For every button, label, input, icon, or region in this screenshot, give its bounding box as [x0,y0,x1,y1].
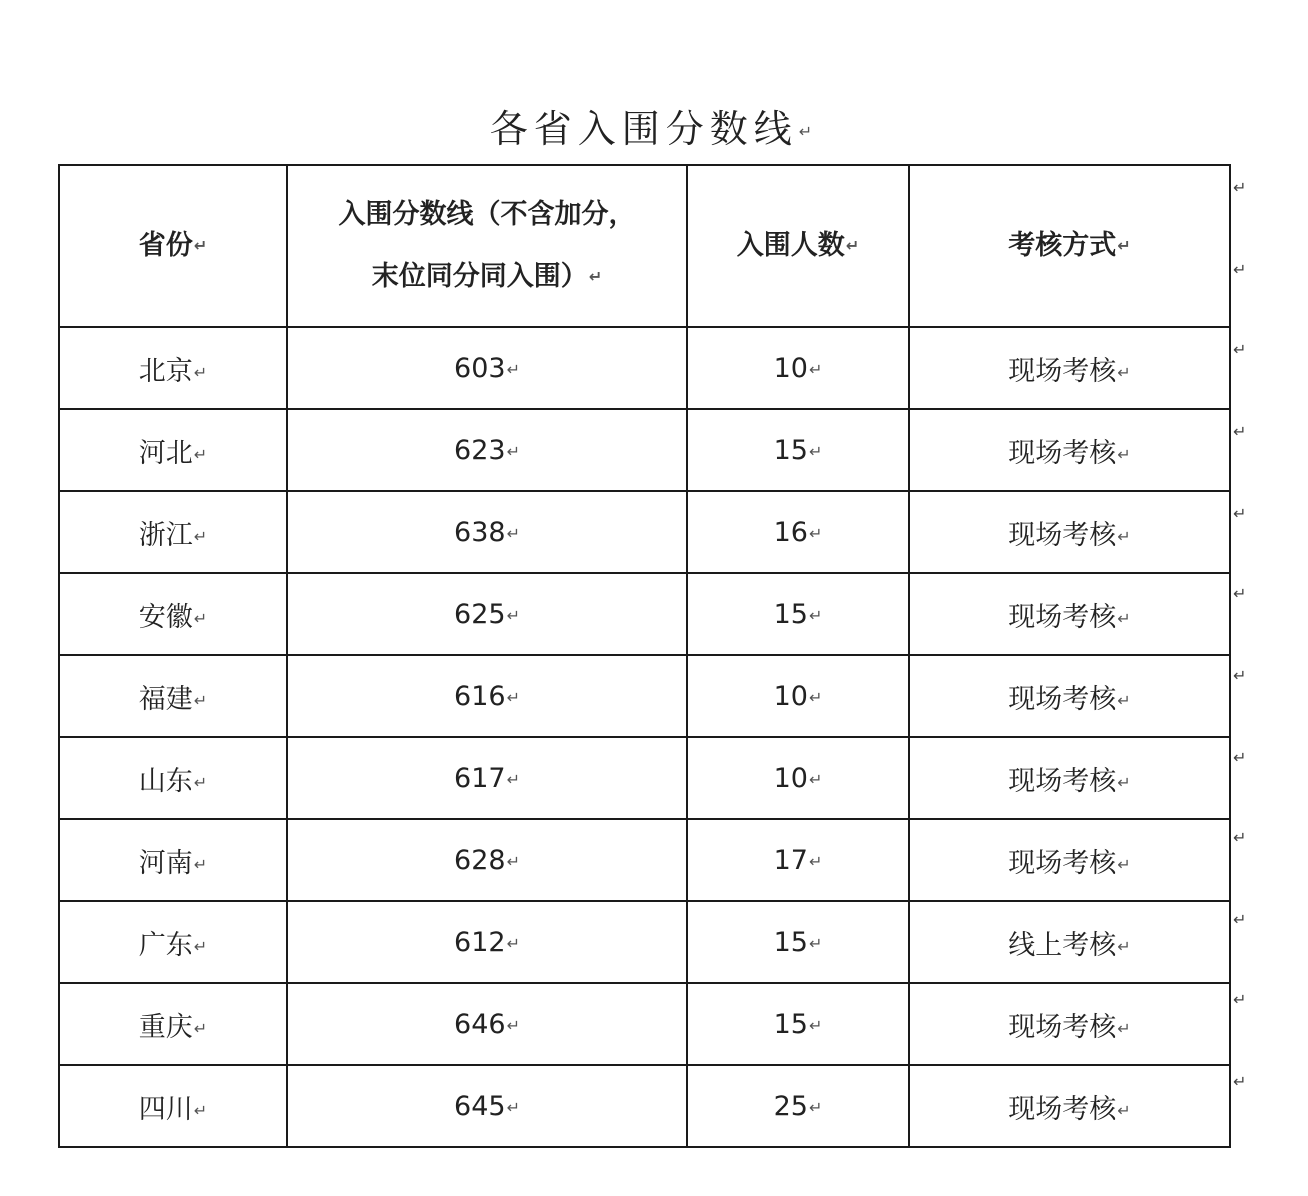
cell-province: 山东↵ [59,737,287,819]
paragraph-mark-icon: ↵ [1117,936,1131,956]
header-count: 入围人数↵ [687,165,909,327]
cell-province: 重庆↵ [59,983,287,1065]
cell-method: 现场考核↵ [909,737,1230,819]
cell-score: 638↵ [287,491,687,573]
paragraph-mark-icon: ↵ [1117,236,1131,256]
document-title [0,98,1308,153]
paragraph-mark-icon: ↵ [506,933,520,953]
table-body [59,327,1230,1147]
paragraph-mark-icon: ↵ [506,605,520,625]
paragraph-mark-icon: ↵ [193,1018,208,1038]
table-row [59,901,1230,983]
paragraph-mark-icon: ↵ [1117,1100,1131,1120]
paragraph-mark-icon: ↵ [808,769,823,789]
paragraph-mark-icon: ↵ [193,772,208,792]
row-end-mark-icon: ↵ [1233,422,1247,441]
paragraph-mark-icon: ↵ [845,236,860,256]
paragraph-mark-icon: ↵ [588,267,603,287]
cell-method: 现场考核↵ [909,327,1230,409]
cell-method: 现场考核↵ [909,983,1230,1065]
row-end-mark-icon: ↵ [1233,828,1247,847]
paragraph-mark-icon: ↵ [506,523,520,543]
cell-province: 北京↵ [59,327,287,409]
paragraph-mark-icon: ↵ [1117,1018,1131,1038]
cell-method: 现场考核↵ [909,573,1230,655]
cell-score: 645↵ [287,1065,687,1147]
table-row [59,327,1230,409]
cell-count: 16↵ [687,491,909,573]
cell-province: 四川↵ [59,1065,287,1147]
table-row [59,983,1230,1065]
paragraph-mark-icon: ↵ [506,687,520,707]
paragraph-mark-icon: ↵ [193,936,208,956]
paragraph-mark-icon: ↵ [1117,608,1131,628]
header-province: 省份↵ [59,165,287,327]
paragraph-mark-icon: ↵ [1117,444,1131,464]
cell-count: 10↵ [687,737,909,819]
cell-province: 浙江↵ [59,491,287,573]
paragraph-mark-icon: ↵ [1117,690,1131,710]
table-row [59,737,1230,819]
paragraph-mark-icon: ↵ [193,690,208,710]
row-end-mark-icon: ↵ [1233,340,1247,359]
paragraph-mark-icon: ↵ [506,441,520,461]
paragraph-mark-icon: ↵ [808,1015,823,1035]
cell-province: 福建↵ [59,655,287,737]
paragraph-mark-icon: ↵ [808,523,823,543]
cell-count: 17↵ [687,819,909,901]
cell-score: 625↵ [287,573,687,655]
row-end-mark-icon: ↵ [1233,504,1247,523]
cell-count: 10↵ [687,655,909,737]
paragraph-mark-icon: ↵ [193,526,208,546]
paragraph-mark-icon: ↵ [506,1097,520,1117]
paragraph-mark-icon: ↵ [808,359,823,379]
table-row [59,491,1230,573]
row-end-mark-icon: ↵ [1233,990,1247,1009]
table-row [59,409,1230,491]
row-end-mark-icon: ↵ [1233,1072,1247,1091]
paragraph-mark-icon: ↵ [1117,362,1131,382]
cell-score: 617↵ [287,737,687,819]
table-row [59,1065,1230,1147]
row-end-mark-icon: ↵ [1233,666,1247,685]
cell-count: 15↵ [687,983,909,1065]
paragraph-mark-icon: ↵ [193,444,208,464]
paragraph-mark-icon: ↵ [808,933,823,953]
cell-method: 现场考核↵ [909,655,1230,737]
paragraph-mark-icon: ↵ [1117,772,1131,792]
cell-score: 628↵ [287,819,687,901]
paragraph-mark-icon: ↵ [808,687,823,707]
paragraph-mark-icon: ↵ [506,851,520,871]
paragraph-mark-icon: ↵ [808,605,823,625]
row-end-mark-icon: ↵ [1233,584,1247,603]
cell-count: 15↵ [687,409,909,491]
cell-method: 线上考核↵ [909,901,1230,983]
paragraph-mark-icon: ↵ [506,359,520,379]
cell-province: 广东↵ [59,901,287,983]
paragraph-mark-icon: ↵ [808,441,823,461]
row-end-mark-icon: ↵ [1233,260,1247,279]
cell-score: 603↵ [287,327,687,409]
paragraph-mark-icon: ↵ [506,769,520,789]
cell-method: 现场考核↵ [909,1065,1230,1147]
cell-score: 646↵ [287,983,687,1065]
header-score-line1: 入围分数线（不含加分， [338,198,636,230]
cell-count: 15↵ [687,901,909,983]
table-row [59,573,1230,655]
cell-count: 10↵ [687,327,909,409]
table-row [59,819,1230,901]
cell-province: 河北↵ [59,409,287,491]
cell-method: 现场考核↵ [909,819,1230,901]
paragraph-mark-icon: ↵ [1117,526,1131,546]
header-method: 考核方式↵ [909,165,1230,327]
cell-method: 现场考核↵ [909,491,1230,573]
cell-province: 河南↵ [59,819,287,901]
row-end-mark-icon: ↵ [1233,178,1247,197]
paragraph-mark-icon: ↵ [193,236,208,256]
paragraph-mark-icon: ↵ [193,854,208,874]
paragraph-mark-icon: ↵ [193,362,208,382]
paragraph-mark-icon: ↵ [798,122,819,141]
cell-count: 15↵ [687,573,909,655]
paragraph-mark-icon: ↵ [193,608,208,628]
cell-score: 623↵ [287,409,687,491]
score-table [58,164,1231,1148]
paragraph-mark-icon: ↵ [808,1097,823,1117]
row-end-mark-icon: ↵ [1233,910,1247,929]
table-row [59,655,1230,737]
cell-method: 现场考核↵ [909,409,1230,491]
cell-province: 安徽↵ [59,573,287,655]
header-score [287,165,687,327]
document-title-text: 各省入围分数线 [489,107,798,151]
table-header-row [59,165,1230,327]
cell-count: 25↵ [687,1065,909,1147]
cell-score: 612↵ [287,901,687,983]
paragraph-mark-icon: ↵ [1117,854,1131,874]
header-score-line2: 末位同分同入围） [371,260,588,292]
paragraph-mark-icon: ↵ [506,1015,520,1035]
paragraph-mark-icon: ↵ [193,1100,208,1120]
row-end-mark-icon: ↵ [1233,748,1247,767]
cell-score: 616↵ [287,655,687,737]
paragraph-mark-icon: ↵ [808,851,823,871]
